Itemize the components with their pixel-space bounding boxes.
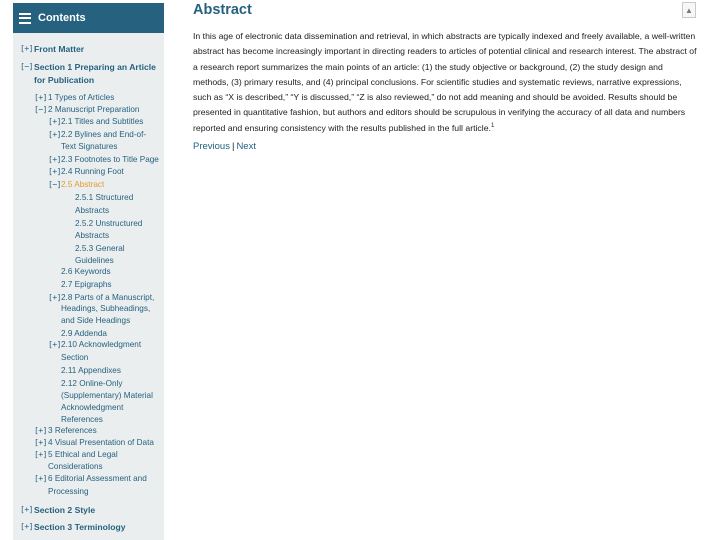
- abstract-text: [193, 29, 699, 136]
- toc-item[interactable]: (Supplementary) Material: [61, 391, 153, 400]
- toc-item[interactable]: 4 Visual Presentation of Data: [48, 438, 154, 447]
- toc-item[interactable]: Abstracts: [75, 231, 110, 240]
- sidebar-title: Contents: [38, 12, 86, 24]
- toc-expand-toggle-icon[interactable]: [+]: [34, 450, 47, 459]
- toc-item[interactable]: 2.5.3 General: [75, 244, 125, 253]
- toc-expand-toggle-icon[interactable]: [+]: [48, 155, 61, 164]
- toc-item[interactable]: 2 Manuscript Preparation: [48, 105, 140, 114]
- page-title: Abstract: [193, 2, 252, 18]
- toc-expand-toggle-icon[interactable]: [+]: [34, 93, 47, 102]
- toc-expand-toggle-icon[interactable]: [+]: [48, 167, 61, 176]
- toc-item[interactable]: for Publication: [34, 75, 95, 85]
- toc-item[interactable]: Section 3 Terminology: [34, 522, 126, 532]
- scroll-up-button[interactable]: [682, 2, 696, 18]
- toc-item[interactable]: 2.12 Online-Only: [61, 379, 123, 388]
- toc-item[interactable]: 1 Types of Articles: [48, 93, 115, 102]
- toc-expand-toggle-icon[interactable]: [+]: [20, 44, 33, 53]
- pager-separator: |: [231, 141, 235, 152]
- toc-item[interactable]: and Side Headings: [61, 316, 131, 325]
- toc-expand-toggle-icon[interactable]: [−]: [48, 180, 61, 189]
- sidebar-header[interactable]: [13, 3, 164, 33]
- toc-item[interactable]: 2.11 Appendixes: [61, 366, 121, 375]
- toc-item[interactable]: 2.5.2 Unstructured: [75, 219, 143, 228]
- toc-expand-toggle-icon[interactable]: [+]: [34, 426, 47, 435]
- toc-item[interactable]: 5 Ethical and Legal: [48, 450, 118, 459]
- toc-item[interactable]: Headings, Subheadings,: [61, 304, 151, 313]
- toc-item[interactable]: References: [61, 415, 103, 424]
- abstract-body-text: In this age of electronic data dissemination and retrieval, in which abstracts are typically indexed and freely available, a well-written abstract has become increasingly important in directing readers to articles of potential clinical and research interest. The abstract of a research report summarizes the main points of an article: (1) the study objective or background, (2) the study design and methods, (3) primary results, and (4) principal conclusions. For scientific studies and systematic reviews, narrative expressions, such as “X is described,” “Y is discussed,” “Z is also reviewed,” do not add meaning and should be avoided. Results should be presented in quantitative fashion, but authors and editors should be scrupulous in verifying the accuracy of all data and numbers reported and ensuring consistency with the results published in the full article.: [193, 31, 697, 133]
- toc-item[interactable]: 2.8 Parts of a Manuscript,: [61, 293, 155, 302]
- toc-expand-toggle-icon[interactable]: [+]: [48, 117, 61, 126]
- toc-item[interactable]: Guidelines: [75, 256, 114, 265]
- toc-expand-toggle-icon[interactable]: [+]: [34, 438, 47, 447]
- toc-expand-toggle-icon[interactable]: [−]: [34, 105, 47, 114]
- toc-expand-toggle-icon[interactable]: [−]: [20, 62, 33, 71]
- toc-item[interactable]: 2.9 Addenda: [61, 329, 107, 338]
- toc-expand-toggle-icon[interactable]: [+]: [34, 474, 47, 483]
- toc-item[interactable]: Considerations: [48, 462, 103, 471]
- toc-item[interactable]: Processing: [48, 487, 89, 496]
- toc-item[interactable]: Section: [61, 353, 89, 362]
- toc-expand-toggle-icon[interactable]: [+]: [48, 293, 61, 302]
- toc-item[interactable]: Abstracts: [75, 206, 110, 215]
- footnote-reference[interactable]: 1: [490, 122, 495, 129]
- toc-item[interactable]: Text Signatures: [61, 142, 118, 151]
- toc-expand-toggle-icon[interactable]: [+]: [48, 130, 61, 139]
- toc-item[interactable]: 2.1 Titles and Subtitles: [61, 117, 144, 126]
- toc-item[interactable]: 2.5.1 Structured: [75, 193, 134, 202]
- toc-expand-toggle-icon[interactable]: [+]: [20, 522, 33, 531]
- arrow-up-icon: ▲: [685, 5, 693, 15]
- toc-item[interactable]: 2.6 Keywords: [61, 267, 111, 276]
- toc-item[interactable]: 2.3 Footnotes to Title Page: [61, 155, 159, 164]
- toc-item[interactable]: 2.5 Abstract: [61, 180, 105, 189]
- toc-item[interactable]: 2.4 Running Foot: [61, 167, 124, 176]
- toc-item[interactable]: Section 2 Style: [34, 505, 96, 515]
- menu-icon[interactable]: [19, 13, 31, 24]
- pager: [193, 141, 256, 152]
- toc-item[interactable]: 3 References: [48, 426, 97, 435]
- toc-item[interactable]: 6 Editorial Assessment and: [48, 474, 147, 483]
- toc-item[interactable]: 2.2 Bylines and End-of-: [61, 130, 147, 139]
- toc-item[interactable]: Front Matter: [34, 44, 85, 54]
- toc-expand-toggle-icon[interactable]: [+]: [20, 505, 33, 514]
- previous-link[interactable]: Previous: [193, 141, 230, 152]
- toc-item[interactable]: Acknowledgment: [61, 403, 124, 412]
- toc-expand-toggle-icon[interactable]: [+]: [48, 340, 61, 349]
- next-link[interactable]: Next: [236, 141, 256, 152]
- toc-item[interactable]: Section 1 Preparing an Article: [34, 62, 156, 72]
- table-of-contents-sidebar: [13, 3, 164, 540]
- toc-item[interactable]: 2.7 Epigraphs: [61, 280, 112, 289]
- toc-item[interactable]: 2.10 Acknowledgment: [61, 340, 142, 349]
